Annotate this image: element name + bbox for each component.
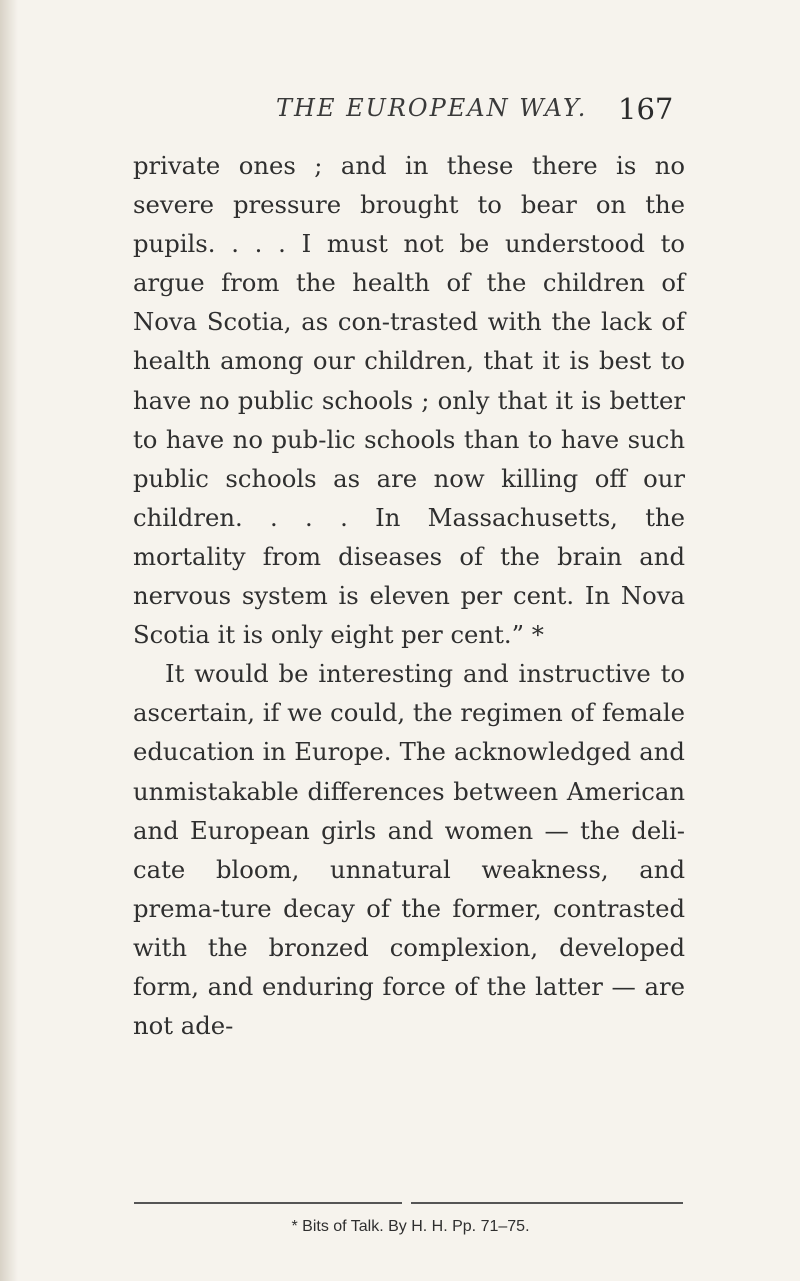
footnote-rule-gap	[402, 1201, 411, 1205]
running-head	[0, 94, 800, 134]
footnote: * Bits of Talk. By H. H. Pp. 71–75.	[291, 1218, 530, 1235]
body-text	[133, 146, 685, 1045]
paragraph-female-education: It would be interesting and instructive to ascertain, if we could, the regimen of female education in Europe. The acknowledged and unmistakable differences between American and European girls and women — the deli-cate bloom, unnatural weakness, and prema-ture decay of the former, contrasted with the bronzed complexion, developed form, and enduring force of the latter — are not ade-	[133, 659, 685, 1041]
paragraph-quote-continuation: private ones ; and in these there is no severe pressure brought to bear on the pupils. . . . I must not be understood to argue from the health of the children of Nova Scotia, as con-trasted with the lack of health among our children, that it is best to have no public schools ; only that it is better to have no pub-lic schools than to have such public schools as are now killing off our children. . . . In Massachusetts, the mortality from diseases of the brain and nervous system is eleven per cent. In Nova Scotia it is only eight per cent.” *	[133, 151, 685, 650]
running-title: THE EUROPEAN WAY.	[276, 94, 588, 122]
page-number: 167	[618, 92, 674, 126]
binding-shadow	[0, 0, 18, 1281]
